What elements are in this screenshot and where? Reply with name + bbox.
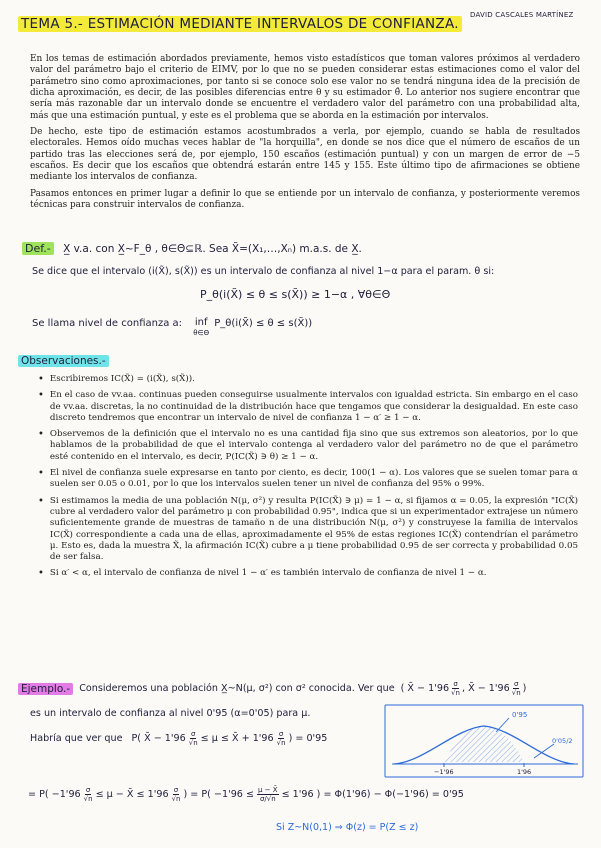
- observations-title: Observaciones.-: [18, 355, 109, 367]
- observation-text: Si α′ < α, el intervalo de confianza de nivel 1 − α′ es también intervalo de confianza de nivel 1 − α.: [49, 568, 487, 579]
- observation-item: • Observemos de la definición que el intervalo no es una cantidad fija sino que sus extremos son aleatorios, por lo que hablamos de la probabilidad de que el intervalo contenga al verdadero valor del parámetro no de que el parámetro esté contenido en el intervalo, es decir, P(IC(X̃) ∋ θ) ≥ 1 − α.: [38, 429, 578, 462]
- example-statement: Consideremos una población X̲~N(μ, σ²) con σ² conocida. Ver que: [79, 683, 395, 694]
- intro-paragraph: En los temas de estimación abordados previamente, hemos visto estadísticos que toman valores próximos al verdadero valor del parámetro bajo el criterio de EIMV, por lo que no se pueden considerar estas estimaciones como el valor del parámetro sino como aproximaciones, por tanto si se conoce solo ese valor no se tendrá ninguna idea de la precisión de dicha aproximación, es decir, de las posibles diferencias entre θ y su estimador θ̂. Lo anterior nos sugiere encontrar que sería más razonable dar un intervalo donde se encuentre el verdadero valor del parámetro con una probabilidad alta, más que una estimación puntual, y este es el problema que se aborda en la estimación por intervalos.: [30, 54, 580, 121]
- observation-item: • En el caso de vv.aa. continuas pueden conseguirse usualmente intervalos con igualdad estricta. Sin embargo en el caso de vv.aa. discretas, la no continuidad de la distribución hace que tengamos que considerar la desigualdad. En este caso discreto tendremos que encontrar un intervalo de nivel de confianza 1 − α′ ≥ 1 − α.: [38, 390, 578, 423]
- definition-statement: X̲ v.a. con X̲~F_θ , θ∈Θ⊆ℝ. Sea X̃=(X₁,…,Xₙ) m.a.s. de X̲.: [63, 243, 362, 255]
- observation-item: • Escribiremos IC(X̃) = (i(X̃), s(X̃)).: [38, 374, 578, 385]
- observation-item: • Si α′ < α, el intervalo de confianza de nivel 1 − α′ es también intervalo de confianza de nivel 1 − α.: [38, 568, 578, 579]
- example-step-label: Habría que ver que: [30, 733, 123, 744]
- observation-item: • Si estimamos la media de una población N(μ, σ²) y resulta P(IC(X̃) ∋ μ) = 1 − α, si fijamos α = 0.05, la expresión "IC(X̃) cubre al verdadero valor del parámetro μ con probabilidad 0.95", indica que si un experimentador extrajese un número suficientemente grande de muestras de tamaño n de una distribución N(μ, σ²) y construyese la familia de intervalos IC(X̃) correspondiente a cada una de ellas, aproximadamente el 95% de estas regiones IC(X̃) contendrían el parámetro μ. Esto es, dada la muestra X̃, la afirmación IC(X̃) cubre a μ tiene probabilidad 0.95 de ser correcta y probabilidad 0.05 de ser falsa.: [38, 495, 578, 563]
- observation-item: • El nivel de confianza suele expresarse en tanto por ciento, es decir, 100(1 − α). Los valores que se suelen tomar para α suelen ser 0.05 o 0.01, por lo que los intervalos suelen tener un nivel de confianza del 95% o 99%.: [38, 468, 578, 490]
- observation-text: El nivel de confianza suele expresarse en tanto por ciento, es decir, 100(1 − α). Los valores que se suelen tomar para α suelen ser 0.05 o 0.01, por lo que los intervalos suelen tener un nivel de confianza del 95% o 99%.: [49, 468, 578, 490]
- definition-tag: Def.-: [22, 242, 54, 255]
- area-arrow: [496, 718, 509, 732]
- intro-paragraph: Pasamos entonces en primer lugar a definir lo que se entiende por un intervalo de confianza, y posteriormente veremos técnicas para construir intervalos de confianza.: [30, 188, 580, 211]
- page-title-text: TEMA 5.- ESTIMACIÓN MEDIANTE INTERVALOS DE CONFIANZA.: [18, 16, 462, 32]
- definition-line-2: Se dice que el intervalo (i(X̃), s(X̃)) es un intervalo de confianza al nivel 1−α para el param. θ si:: [32, 266, 495, 277]
- author-name: DAVID CASCALES MARTÍNEZ: [470, 11, 574, 19]
- observations-heading: [18, 355, 109, 367]
- confidence-level-label: Se llama nivel de confianza a:: [32, 318, 183, 329]
- normal-curve-svg: [384, 704, 584, 778]
- intro-paragraph: De hecho, este tipo de estimación estamos acostumbrados a verla, por ejemplo, cuando se habla de resultados electorales. Hemos oído muchas veces hablar de "la horquilla", en donde se nos dice que el número de escaños de un partido tras las elecciones será de, por ejemplo, 150 escaños (estimación puntual) y con un margen de error de −5 escaños. Es decir que los escaños que obtendrá estarán entre 145 y 155. Este último tipo de afirmaciones se obtiene mediante los intervalos de confianza.: [30, 127, 580, 183]
- tail-arrow: [534, 744, 554, 758]
- observation-text: Observemos de la definición que el intervalo no es una cantidad fija sino que sus extremos son aleatorios, por lo que hablamos de la probabilidad de que el intervalo contenga al verdadero valor del parámetro no de que el parámetro esté contenido en el intervalo, es decir, P(IC(X̃) ∋ θ) ≥ 1 − α.: [49, 429, 578, 462]
- definition-formula: P_θ(i(X̃) ≤ θ ≤ s(X̃)) ≥ 1−α , ∀θ∈Θ: [200, 288, 391, 301]
- confidence-level-line: [32, 318, 312, 338]
- page-title: [18, 16, 462, 32]
- example-footnote: Si Z~N(0,1) ⇒ Φ(z) = P(Z ≤ z): [276, 822, 419, 833]
- right-cutoff-label: 1'96: [517, 768, 532, 776]
- example-interval: ( X̄ − 1'96 $\frac{\sigma}{√n}$ , X̄ − 1'96 $\frac{\sigma}{√n}$ ): [400, 680, 527, 697]
- example-line-2: es un intervalo de confianza al nivel 0'95 (α=0'05) para μ.: [30, 708, 311, 719]
- definition-line-1: [22, 242, 362, 255]
- infimum-symbol: inf: [194, 317, 208, 328]
- infimum-subscript: θ∈Θ: [193, 329, 210, 337]
- area-label: 0'95: [512, 711, 528, 719]
- observations-list: [38, 374, 578, 585]
- observation-text: En el caso de vv.aa. continuas pueden conseguirse usualmente intervalos con igualdad estricta. Sin embargo en el caso de vv.aa. discretas, la no continuidad de la distribución hace que tengamos que considerar la desigualdad. En este caso discreto tendremos que encontrar un intervalo de nivel de confianza 1 − α′ ≥ 1 − α.: [49, 390, 578, 423]
- example-line-1: [18, 680, 526, 697]
- shaded-area: [444, 726, 524, 762]
- normal-curve-figure: [384, 704, 584, 778]
- example-tag: Ejemplo.-: [18, 683, 73, 695]
- example-line-3: Habría que ver que P( X̄ − 1'96 $\frac{\sigma}{√n}$ ≤ μ ≤ X̄ + 1'96 $\frac{\sigma}{√n}$ ) = 0'95: [30, 730, 328, 747]
- left-cutoff-label: −1'96: [434, 768, 454, 776]
- observation-text: Si estimamos la media de una población N(μ, σ²) y resulta P(IC(X̃) ∋ μ) = 1 − α, si fijamos α = 0.05, la expresión "IC(X̃) cubre al verdadero valor del parámetro μ con probabilidad 0.95", indica que si un experimentador extrajese un número suficientemente grande de muestras de tamaño n de una distribución N(μ, σ²) y construyese la familia de intervalos IC(X̃) correspondiente a cada una de ellas, aproximadamente el 95% de estas regiones IC(X̃) contendrían el parámetro μ. Esto es, dada la muestra X̃, la afirmación IC(X̃) cubre a μ tiene probabilidad 0.95 de ser correcta y probabilidad 0.05 de ser falsa.: [49, 495, 578, 563]
- confidence-level-formula: P_θ(i(X̃) ≤ θ ≤ s(X̃)): [214, 318, 313, 329]
- observation-text: Escribiremos IC(X̃) = (i(X̃), s(X̃)).: [49, 374, 195, 384]
- intro-section: [30, 54, 580, 211]
- tail-label: 0'05/2: [552, 737, 573, 745]
- example-derivation: = P( −1'96 $\frac{\sigma}{√n}$ ≤ μ − X̄ ≤ 1'96 $\frac{\sigma}{√n}$ ) = P( −1'96 ≤ $\frac{\mu - X̄}{\sigma/√n}$ ≤ 1'96 ) = Φ(1'96) − Φ(−1'96) = 0'95: [28, 786, 464, 803]
